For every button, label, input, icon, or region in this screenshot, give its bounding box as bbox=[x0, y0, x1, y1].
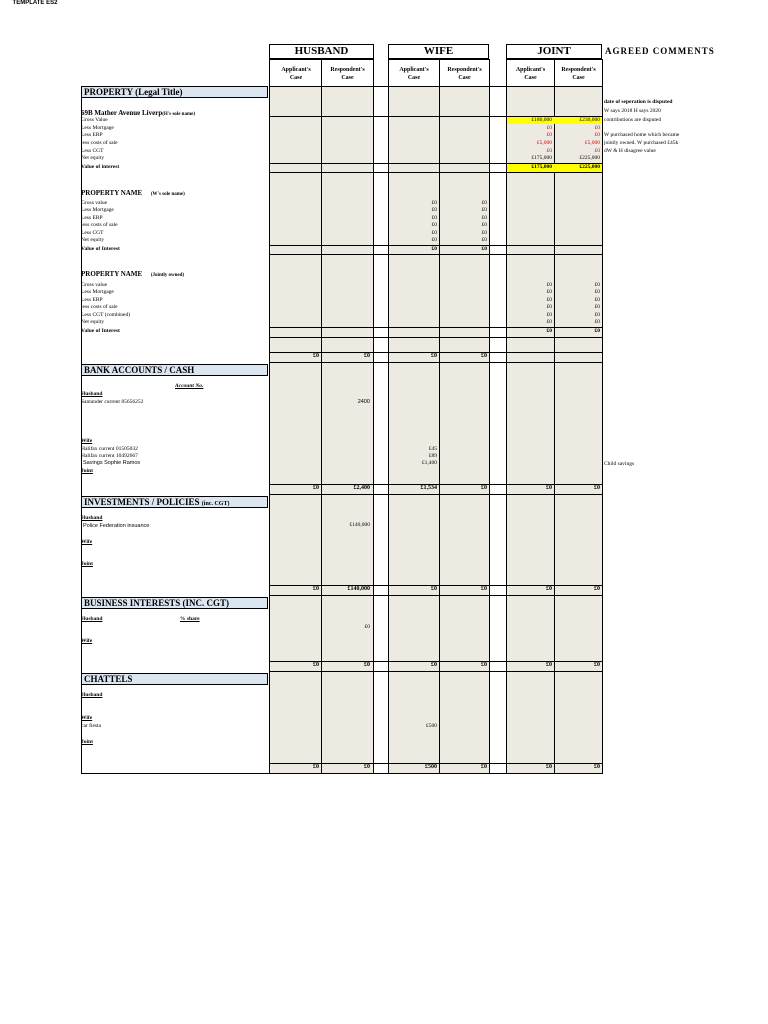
note-jointly: jointly owned. W purchased £45k bbox=[604, 140, 679, 146]
chat-wife-label: Wife bbox=[81, 715, 93, 721]
value: £230,000 bbox=[579, 117, 600, 123]
value: £0 bbox=[481, 237, 487, 243]
row-label: less costs of sale bbox=[81, 222, 118, 228]
value: £0 bbox=[594, 328, 600, 334]
chat-wife-item: car fiesta bbox=[81, 723, 101, 729]
value: £0 bbox=[431, 200, 437, 206]
total: £0 bbox=[481, 662, 487, 668]
total: £2,400 bbox=[353, 485, 370, 491]
section-chattels: CHATTELS bbox=[81, 673, 268, 685]
value: £0 bbox=[594, 125, 600, 131]
value: £0 bbox=[594, 312, 600, 318]
total: £0 bbox=[546, 586, 552, 592]
value: £0 bbox=[546, 328, 552, 334]
value: £0 bbox=[594, 297, 600, 303]
row-label: Less CGT bbox=[81, 230, 104, 236]
value: £0 bbox=[546, 125, 552, 131]
value: £0 bbox=[594, 148, 600, 154]
total: £0 bbox=[431, 353, 437, 359]
value: £175,000 bbox=[531, 164, 552, 170]
bank-wife-value: £89 bbox=[428, 453, 437, 459]
value: £0 bbox=[546, 148, 552, 154]
value: £0 bbox=[594, 319, 600, 325]
value: £0 bbox=[481, 230, 487, 236]
value: £0 bbox=[546, 297, 552, 303]
value: £0 bbox=[546, 132, 552, 138]
value: £0 bbox=[481, 200, 487, 206]
total: £500 bbox=[425, 764, 437, 770]
value: £0 bbox=[481, 222, 487, 228]
row-label: Less ERP bbox=[81, 215, 103, 221]
account-no-label: Account No. bbox=[175, 383, 204, 389]
inv-husband-value: £140,000 bbox=[349, 522, 370, 528]
husband-header: HUSBAND bbox=[269, 44, 374, 59]
total: £0 bbox=[313, 662, 319, 668]
total: £0 bbox=[364, 764, 370, 770]
husband-respondent-case: Respondent's Case bbox=[330, 67, 365, 81]
bus-wife-label: Wife bbox=[81, 638, 93, 644]
chat-joint-label: Joint bbox=[81, 739, 93, 745]
value: £0 bbox=[431, 246, 437, 252]
bank-wife-item: Halifax current 10492667 bbox=[81, 453, 138, 459]
note-contributions: contributions are disputed bbox=[604, 117, 662, 123]
row-label: less costs of sale bbox=[81, 140, 118, 146]
joint-header: JOINT bbox=[506, 44, 602, 59]
bank-husband-label: Husband bbox=[81, 391, 103, 397]
total: £0 bbox=[313, 353, 319, 359]
value: £0 bbox=[431, 222, 437, 228]
value: £5,000 bbox=[536, 140, 552, 146]
joint-respondent-case: Respondent's Case bbox=[561, 67, 596, 81]
total: £0 bbox=[546, 764, 552, 770]
row-label: Less ERP bbox=[81, 132, 103, 138]
value: £225,000 bbox=[579, 164, 600, 170]
value: £0 bbox=[546, 289, 552, 295]
row-label: Less ERP bbox=[81, 297, 103, 303]
total: £0 bbox=[481, 764, 487, 770]
note-dates: W says 2018 H says 2020 bbox=[604, 108, 661, 114]
total: £0 bbox=[594, 586, 600, 592]
value: £0 bbox=[431, 230, 437, 236]
total: £1,534 bbox=[420, 485, 437, 491]
inv-wife-label: Wife bbox=[81, 539, 93, 545]
value: £5,000 bbox=[584, 140, 600, 146]
value: £0 bbox=[481, 246, 487, 252]
total: £0 bbox=[431, 662, 437, 668]
wife-header: WIFE bbox=[388, 44, 489, 59]
chat-husband-label: Husband bbox=[81, 692, 103, 698]
bank-joint-label: Joint bbox=[81, 468, 93, 474]
agreed-comments-header: AGREED COMMENTS bbox=[605, 46, 715, 56]
row-label: Value of Interest bbox=[81, 246, 120, 252]
total: £0 bbox=[313, 586, 319, 592]
value: £0 bbox=[481, 215, 487, 221]
row-label: Gross Value bbox=[81, 117, 108, 123]
value: £0 bbox=[546, 312, 552, 318]
bus-husband-label: Husband bbox=[81, 616, 103, 622]
value: £225,000 bbox=[579, 155, 600, 161]
inv-husband-label: Husband bbox=[81, 515, 103, 521]
row-label: Net equity bbox=[81, 237, 105, 243]
value: £0 bbox=[431, 215, 437, 221]
value: £175,000 bbox=[531, 155, 552, 161]
inv-joint-label: Joint bbox=[81, 561, 93, 567]
section-bank: BANK ACCOUNTS / CASH bbox=[81, 364, 268, 376]
bus-share-label: % share bbox=[180, 616, 200, 622]
property1-name: 69B Mather Avenue Liverp(H's sole name) bbox=[81, 109, 195, 117]
value: £0 bbox=[594, 282, 600, 288]
bank-wife-item: Halifax current 01505032 bbox=[81, 446, 138, 452]
total: £0 bbox=[546, 662, 552, 668]
value: £0 bbox=[431, 207, 437, 213]
value: £0 bbox=[546, 282, 552, 288]
total: £0 bbox=[364, 353, 370, 359]
note-disagree: dW & H disagree value bbox=[604, 148, 656, 154]
value: £0 bbox=[431, 237, 437, 243]
total: £140,000 bbox=[347, 586, 370, 592]
value: £0 bbox=[594, 289, 600, 295]
row-label: Less CGT (combined) bbox=[81, 312, 131, 318]
chat-wife-value: £500 bbox=[426, 723, 437, 729]
value: £180,000 bbox=[531, 117, 552, 123]
value: £0 bbox=[546, 304, 552, 310]
total: £0 bbox=[481, 485, 487, 491]
row-label: Value of Interest bbox=[81, 328, 120, 334]
total: £0 bbox=[594, 662, 600, 668]
note-purchase: W purchased home which became bbox=[604, 132, 680, 138]
row-label: Gross value bbox=[81, 200, 108, 206]
joint-applicant-case: Applicant's Case bbox=[515, 67, 546, 81]
row-label: Gross value bbox=[81, 282, 108, 288]
note-separation: date of seperation is disputed bbox=[604, 99, 673, 105]
total: £0 bbox=[313, 485, 319, 491]
inv-husband-item: Police Federation insuance bbox=[83, 523, 150, 529]
husband-applicant-case: Applicant's Case bbox=[281, 67, 311, 81]
bank-husband-value: 2400 bbox=[357, 399, 370, 405]
note-child-savings: Child savings bbox=[604, 461, 635, 467]
section-property: PROPERTY (Legal Title) bbox=[81, 86, 268, 98]
value: £0 bbox=[594, 304, 600, 310]
total: £0 bbox=[594, 485, 600, 491]
wife-respondent-case: Respondent's Case bbox=[447, 67, 482, 81]
wife-applicant-case: Applicant's Case bbox=[399, 67, 429, 81]
row-label: Value of interest bbox=[81, 164, 120, 170]
row-label: Less Mortgage bbox=[81, 125, 114, 131]
row-label: Less Mortgage bbox=[81, 289, 114, 295]
section-business: BUSINESS INTERESTS (INC. CGT) bbox=[81, 597, 268, 609]
property2-name: PROPERTY NAME (W's sole name) bbox=[81, 189, 185, 197]
bank-wife-value: £45 bbox=[428, 446, 437, 452]
bank-husband-item: Santander current 85656252 bbox=[81, 399, 144, 405]
document-title: TEMPLATE ES2 bbox=[12, 0, 58, 6]
total: £0 bbox=[364, 662, 370, 668]
bank-wife-label: Wife bbox=[81, 438, 93, 444]
row-label: Net equity bbox=[81, 319, 105, 325]
row-label: Less CGT bbox=[81, 148, 104, 154]
total: £0 bbox=[481, 586, 487, 592]
row-label: Less Mortgage bbox=[81, 207, 114, 213]
total: £0 bbox=[594, 764, 600, 770]
property3-name: PROPERTY NAME (Jointly owned) bbox=[81, 270, 185, 278]
row-label: less costs of sale bbox=[81, 304, 118, 310]
value: £0 bbox=[546, 319, 552, 325]
bank-wife-value: £1,400 bbox=[421, 460, 437, 466]
total: £0 bbox=[313, 764, 319, 770]
total: £0 bbox=[481, 353, 487, 359]
value: £0 bbox=[594, 132, 600, 138]
total: £0 bbox=[431, 586, 437, 592]
bus-husband-value: £0 bbox=[364, 624, 370, 630]
bank-wife-item: Savings Sophie Ramos bbox=[83, 460, 141, 466]
total: £0 bbox=[546, 485, 552, 491]
row-label: Net equity bbox=[81, 155, 105, 161]
section-investments: INVESTMENTS / POLICIES (inc. CGT) bbox=[81, 496, 268, 508]
value: £0 bbox=[481, 207, 487, 213]
